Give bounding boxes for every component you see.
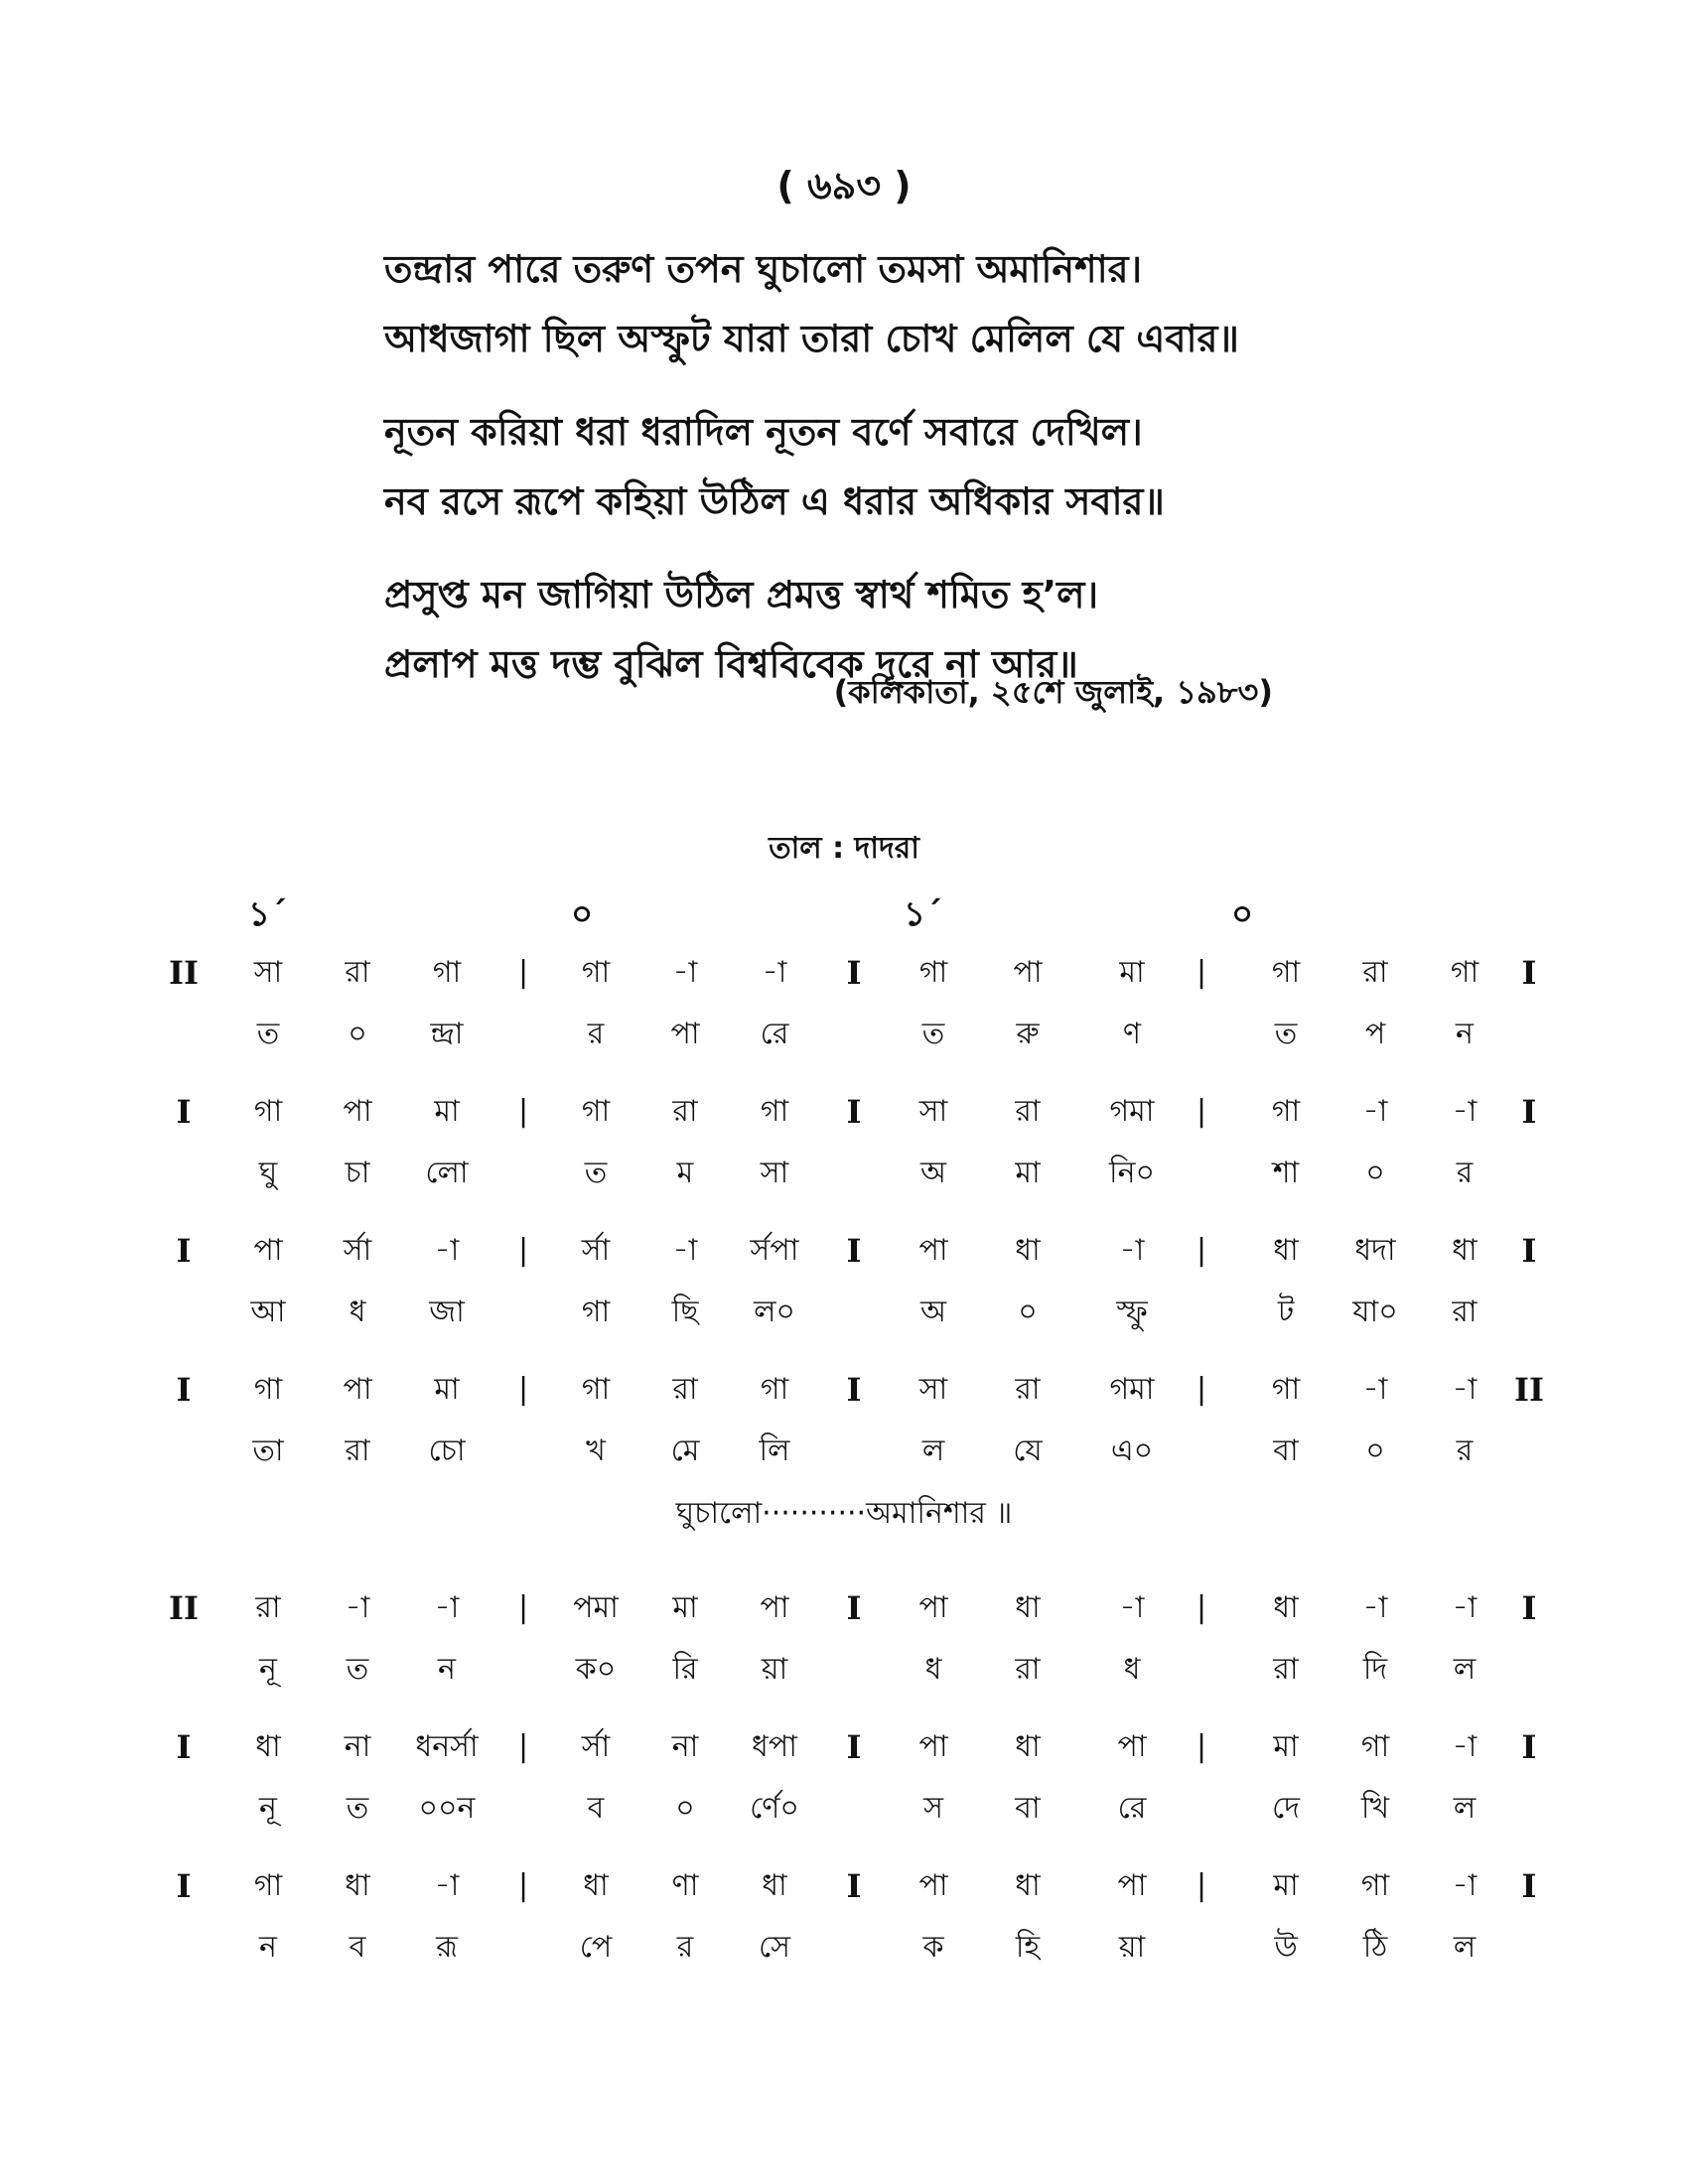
page-number: ( ৬৯৩ ) <box>776 164 912 207</box>
swara-note: -া <box>1452 1372 1477 1407</box>
swara-note: মা <box>1273 1868 1299 1903</box>
swara-note: না <box>344 1729 371 1764</box>
swara-note: গা <box>581 955 611 990</box>
tala-label: তাল : দাদরা <box>769 831 919 866</box>
poem-line: নব রসে রূপে কহিয়া উঠিল এ ধরার অধিকার সবার॥ <box>384 479 1165 523</box>
lyric-syllable: ণ <box>1122 1017 1142 1051</box>
lyric-syllable: র <box>1456 1433 1474 1468</box>
lyric-syllable: ত <box>346 1652 369 1687</box>
beat-marker: ১´ <box>248 894 288 934</box>
lyric-syllable: রু <box>1016 1017 1040 1051</box>
lyric-syllable: রূ <box>436 1930 458 1965</box>
lyric-syllable: রি <box>672 1652 698 1687</box>
bar-line: I <box>1521 1867 1537 1905</box>
notation-block <box>0 1856 1688 1985</box>
swara-note: পা <box>343 1094 372 1129</box>
swara-note: -া <box>434 1233 460 1268</box>
beat-separator: | <box>1196 1233 1207 1268</box>
swara-note: পা <box>918 1729 948 1764</box>
lyric-syllable: অ <box>920 1295 946 1329</box>
swara-note: সা <box>918 1372 948 1407</box>
lyric-syllable: ০ <box>1365 1433 1385 1468</box>
bar-line: I <box>176 1867 192 1905</box>
swara-note: ণা <box>671 1868 699 1903</box>
swara-note: ধা <box>1015 1590 1041 1625</box>
lyric-syllable: র <box>676 1930 694 1965</box>
swara-note: গমা <box>1109 1372 1155 1407</box>
swara-note: গা <box>581 1094 611 1129</box>
swara-row <box>0 1856 1688 1916</box>
lyric-syllable: খি <box>1360 1791 1390 1826</box>
lyric-syllable: ম <box>676 1156 694 1190</box>
lyric-syllable: সা <box>760 1156 789 1190</box>
swara-note: মা <box>1273 1729 1299 1764</box>
lyric-syllable: ঘু <box>258 1156 278 1190</box>
lyric-syllable: রা <box>345 1433 370 1468</box>
swara-note: পা <box>343 1372 372 1407</box>
beat-separator: | <box>1196 955 1207 990</box>
swara-note: পমা <box>573 1590 619 1625</box>
bar-line: I <box>846 1867 862 1905</box>
lyric-syllable: ব <box>349 1930 366 1965</box>
lyric-syllable: ন <box>438 1652 456 1687</box>
lyric-syllable: নূ <box>259 1791 277 1826</box>
refrain: ঘুচালো···········অমানিশার ॥ <box>675 1496 1013 1531</box>
lyric-syllable: চো <box>428 1433 466 1468</box>
swara-note: ধা <box>255 1729 281 1764</box>
lyric-syllable: রা <box>1452 1295 1477 1329</box>
swara-note: গা <box>432 955 462 990</box>
swara-note: পা <box>918 1868 948 1903</box>
bar-line: I <box>176 1232 192 1270</box>
beat-separator: | <box>517 1590 529 1625</box>
notation-block <box>0 1082 1688 1211</box>
swara-note: গা <box>1360 1868 1390 1903</box>
bar-line: I <box>176 1728 192 1766</box>
lyric-syllable: লো <box>425 1156 469 1190</box>
swara-note: -া <box>1362 1372 1388 1407</box>
swara-note: ধা <box>1273 1590 1299 1625</box>
lyric-syllable: দি <box>1362 1652 1388 1687</box>
swara-note: -া <box>672 1233 698 1268</box>
swara-note: ধা <box>583 1868 609 1903</box>
swara-note: ধা <box>1015 1729 1041 1764</box>
swara-note: ধা <box>1015 1233 1041 1268</box>
swara-note: -া <box>1452 1729 1477 1764</box>
lyric-syllable: যে <box>1013 1433 1043 1468</box>
lyric-row <box>0 1144 1688 1203</box>
lyric-syllable: র <box>587 1017 605 1051</box>
swara-note: র্সা <box>581 1729 611 1764</box>
lyric-syllable: ০ <box>1018 1295 1038 1329</box>
swara-note: রা <box>345 955 370 990</box>
bar-line: I <box>846 1232 862 1270</box>
lyric-syllable: ধ <box>1123 1652 1141 1687</box>
attribution: (কলিকাতা, ২৫শে জুলাই, ১৯৮৩) <box>833 673 1273 711</box>
lyric-syllable: দে <box>1272 1791 1300 1826</box>
lyric-syllable: স <box>923 1791 943 1826</box>
lyric-syllable: ত <box>256 1017 280 1051</box>
swara-note: ধনর্সা <box>415 1729 479 1764</box>
swara-note: মা <box>1119 955 1145 990</box>
lyric-row <box>0 1005 1688 1064</box>
lyric-syllable: য়া <box>761 1652 788 1687</box>
lyric-syllable: ত <box>921 1017 945 1051</box>
swara-note: মা <box>434 1372 460 1407</box>
lyric-row <box>0 1640 1688 1700</box>
beat-separator: | <box>1196 1729 1207 1764</box>
swara-note: রা <box>672 1372 698 1407</box>
lyric-syllable: এ০ <box>1110 1433 1154 1468</box>
lyric-syllable: ত <box>346 1791 369 1826</box>
beat-marker: ০ <box>1231 894 1254 934</box>
lyric-syllable: রা <box>1273 1652 1299 1687</box>
swara-row <box>0 1717 1688 1777</box>
notation-block <box>0 943 1688 1072</box>
beat-separator: | <box>1196 1372 1207 1407</box>
swara-note: গা <box>253 1372 283 1407</box>
lyric-syllable: মে <box>670 1433 700 1468</box>
lyric-syllable: শা <box>1272 1156 1300 1190</box>
notation-block <box>0 1221 1688 1350</box>
lyric-syllable: পা <box>670 1017 700 1051</box>
swara-note: -া <box>1452 1590 1477 1625</box>
swara-note: ধা <box>1452 1233 1477 1268</box>
swara-note: মা <box>434 1094 460 1129</box>
beat-separator: | <box>1196 1094 1207 1129</box>
lyric-syllable: ক <box>922 1930 944 1965</box>
swara-note: রা <box>1362 955 1388 990</box>
lyric-syllable: র্ণে০ <box>750 1791 799 1826</box>
swara-note: গা <box>760 1372 789 1407</box>
swara-note: গা <box>1360 1729 1390 1764</box>
beat-separator: | <box>517 1233 529 1268</box>
lyric-syllable: ০ <box>675 1791 695 1826</box>
swara-note: পা <box>1117 1868 1147 1903</box>
bar-line: II <box>1514 1371 1544 1409</box>
swara-note: গা <box>760 1094 789 1129</box>
swara-note: -া <box>1452 1868 1477 1903</box>
swara-note: পা <box>253 1233 283 1268</box>
lyric-syllable: বা <box>1015 1791 1041 1826</box>
swara-note: -া <box>1119 1590 1145 1625</box>
swara-row <box>0 1360 1688 1420</box>
lyric-syllable: যা০ <box>1352 1295 1398 1329</box>
swara-note: ধা <box>1273 1233 1299 1268</box>
bar-line: I <box>1521 1093 1537 1131</box>
swara-note: না <box>671 1729 699 1764</box>
lyric-syllable: ০ <box>348 1017 367 1051</box>
swara-row <box>0 943 1688 1003</box>
lyric-row <box>0 1918 1688 1978</box>
lyric-syllable: মা <box>1015 1156 1041 1190</box>
beat-separator: | <box>517 955 529 990</box>
swara-note: রা <box>255 1590 281 1625</box>
bar-line: I <box>1521 1232 1537 1270</box>
lyric-syllable: ল <box>1453 1652 1477 1687</box>
swara-note: রা <box>1015 1372 1041 1407</box>
lyric-syllable: তা <box>252 1433 284 1468</box>
bar-line: I <box>176 1371 192 1409</box>
swara-note: পা <box>918 1590 948 1625</box>
lyric-syllable: ত <box>584 1156 608 1190</box>
lyric-syllable: খ <box>586 1433 606 1468</box>
swara-note: গমা <box>1109 1094 1155 1129</box>
lyric-syllable: ন <box>259 1930 277 1965</box>
lyric-syllable: ছি <box>671 1295 699 1329</box>
bar-line: I <box>1521 954 1537 992</box>
swara-row <box>0 1221 1688 1281</box>
lyric-syllable: ল <box>1453 1791 1477 1826</box>
lyric-syllable: ০০ন <box>418 1791 476 1826</box>
swara-note: র্সপা <box>750 1233 799 1268</box>
lyric-syllable: নি০ <box>1109 1156 1155 1190</box>
swara-note: গা <box>1271 955 1301 990</box>
beat-marker: ১´ <box>904 894 943 934</box>
swara-note: -া <box>1452 1094 1477 1129</box>
swara-note: গা <box>253 1868 283 1903</box>
lyric-syllable: ব <box>587 1791 605 1826</box>
swara-note: গা <box>253 1094 283 1129</box>
lyric-syllable: ন্দ্রা <box>430 1017 464 1051</box>
swara-note: পা <box>1013 955 1043 990</box>
bar-line: I <box>846 954 862 992</box>
beat-separator: | <box>1196 1590 1207 1625</box>
lyric-row <box>0 1422 1688 1481</box>
swara-note: -া <box>1362 1094 1388 1129</box>
lyric-syllable: য়া <box>1118 1930 1146 1965</box>
swara-note: -া <box>672 955 698 990</box>
lyric-syllable: ট <box>1277 1295 1295 1329</box>
lyric-syllable: ঠি <box>1362 1930 1388 1965</box>
lyric-syllable: আ <box>250 1295 286 1329</box>
bar-line: I <box>846 1093 862 1131</box>
swara-note: গা <box>1271 1372 1301 1407</box>
lyric-syllable: ধ <box>924 1652 942 1687</box>
swara-note: ধপা <box>752 1729 797 1764</box>
bar-line: I <box>846 1371 862 1409</box>
lyric-syllable: প <box>1364 1017 1386 1051</box>
swara-note: ধা <box>762 1868 787 1903</box>
swara-note: মা <box>672 1590 698 1625</box>
lyric-syllable: নূ <box>259 1652 277 1687</box>
notation-block <box>0 1717 1688 1846</box>
notation-block <box>0 1360 1688 1489</box>
swara-note: -া <box>434 1868 460 1903</box>
lyric-syllable: চা <box>345 1156 370 1190</box>
lyric-syllable: গা <box>581 1295 611 1329</box>
lyric-syllable: ক০ <box>575 1652 617 1687</box>
lyric-syllable: লি <box>759 1433 790 1468</box>
swara-note: সা <box>918 1094 948 1129</box>
beat-marker: ০ <box>571 894 594 934</box>
swara-note: ধা <box>1015 1868 1041 1903</box>
swara-note: পা <box>1117 1729 1147 1764</box>
beat-separator: | <box>517 1372 529 1407</box>
beat-separator: | <box>517 1094 529 1129</box>
lyric-syllable: রে <box>760 1017 789 1051</box>
beat-separator: | <box>1196 1868 1207 1903</box>
swara-note: -া <box>434 1590 460 1625</box>
poem-line: আধজাগা ছিল অস্ফুট যারা তারা চোখ মেলিল যে এবার॥ <box>384 317 1239 360</box>
lyric-row <box>0 1779 1688 1839</box>
swara-row <box>0 1578 1688 1638</box>
poem-line: প্রলাপ মত্ত দম্ভ বুঝিল বিশ্ববিবেক দূরে না আর॥ <box>384 642 1078 686</box>
swara-note: রা <box>1015 1094 1041 1129</box>
lyric-syllable: ধ <box>349 1295 366 1329</box>
bar-line: I <box>1521 1589 1537 1627</box>
lyric-syllable: রে <box>1117 1791 1147 1826</box>
swara-note: -া <box>1119 1233 1145 1268</box>
bar-line: II <box>169 954 199 992</box>
lyric-syllable: ন <box>1456 1017 1474 1051</box>
swara-note: গা <box>581 1372 611 1407</box>
swara-row <box>0 1082 1688 1142</box>
lyric-syllable: ল <box>1453 1930 1477 1965</box>
lyric-syllable: সে <box>759 1930 790 1965</box>
swara-note: পা <box>918 1233 948 1268</box>
lyric-syllable: ল <box>921 1433 945 1468</box>
lyric-syllable: উ <box>1274 1930 1298 1965</box>
swara-note: গা <box>1271 1094 1301 1129</box>
swara-note: -া <box>345 1590 370 1625</box>
bar-line: I <box>846 1728 862 1766</box>
swara-note: -া <box>762 955 787 990</box>
beat-separator: | <box>517 1868 529 1903</box>
lyric-syllable: ল০ <box>754 1295 795 1329</box>
swara-note: গা <box>918 955 948 990</box>
swara-note: র্সা <box>343 1233 372 1268</box>
swara-note: রা <box>672 1094 698 1129</box>
swara-note: র্সা <box>581 1233 611 1268</box>
swara-note: সা <box>253 955 283 990</box>
lyric-syllable: হি <box>1015 1930 1041 1965</box>
notation-block <box>0 1578 1688 1707</box>
poem-line: প্রসুপ্ত মন জাগিয়া উঠিল প্রমত্ত স্বার্থ শমিত হ’ল। <box>384 573 1099 616</box>
swara-note: -া <box>1362 1590 1388 1625</box>
beat-separator: | <box>517 1729 529 1764</box>
lyric-syllable: জা <box>429 1295 465 1329</box>
bar-line: II <box>169 1589 199 1627</box>
bar-line: I <box>1521 1728 1537 1766</box>
lyric-row <box>0 1283 1688 1342</box>
bar-line: I <box>176 1093 192 1131</box>
swara-note: পা <box>760 1590 789 1625</box>
lyric-syllable: স্ফু <box>1116 1295 1148 1329</box>
poem-line: নূতন করিয়া ধরা ধরাদিল নূতন বর্ণে সবারে দেখিল। <box>384 410 1143 454</box>
lyric-syllable: র <box>1456 1156 1474 1190</box>
lyric-syllable: অ <box>920 1156 946 1190</box>
lyric-syllable: রা <box>1015 1652 1041 1687</box>
lyric-syllable: ০ <box>1365 1156 1385 1190</box>
lyric-syllable: ত <box>1274 1017 1298 1051</box>
swara-note: ধা <box>345 1868 370 1903</box>
poem-line: তন্দ্রার পারে তরুণ তপন ঘুচালো তমসা অমানিশার। <box>384 247 1143 291</box>
bar-line: I <box>846 1589 862 1627</box>
lyric-syllable: পে <box>579 1930 613 1965</box>
swara-note: ধদা <box>1354 1233 1396 1268</box>
swara-note: গা <box>1450 955 1479 990</box>
lyric-syllable: বা <box>1273 1433 1299 1468</box>
